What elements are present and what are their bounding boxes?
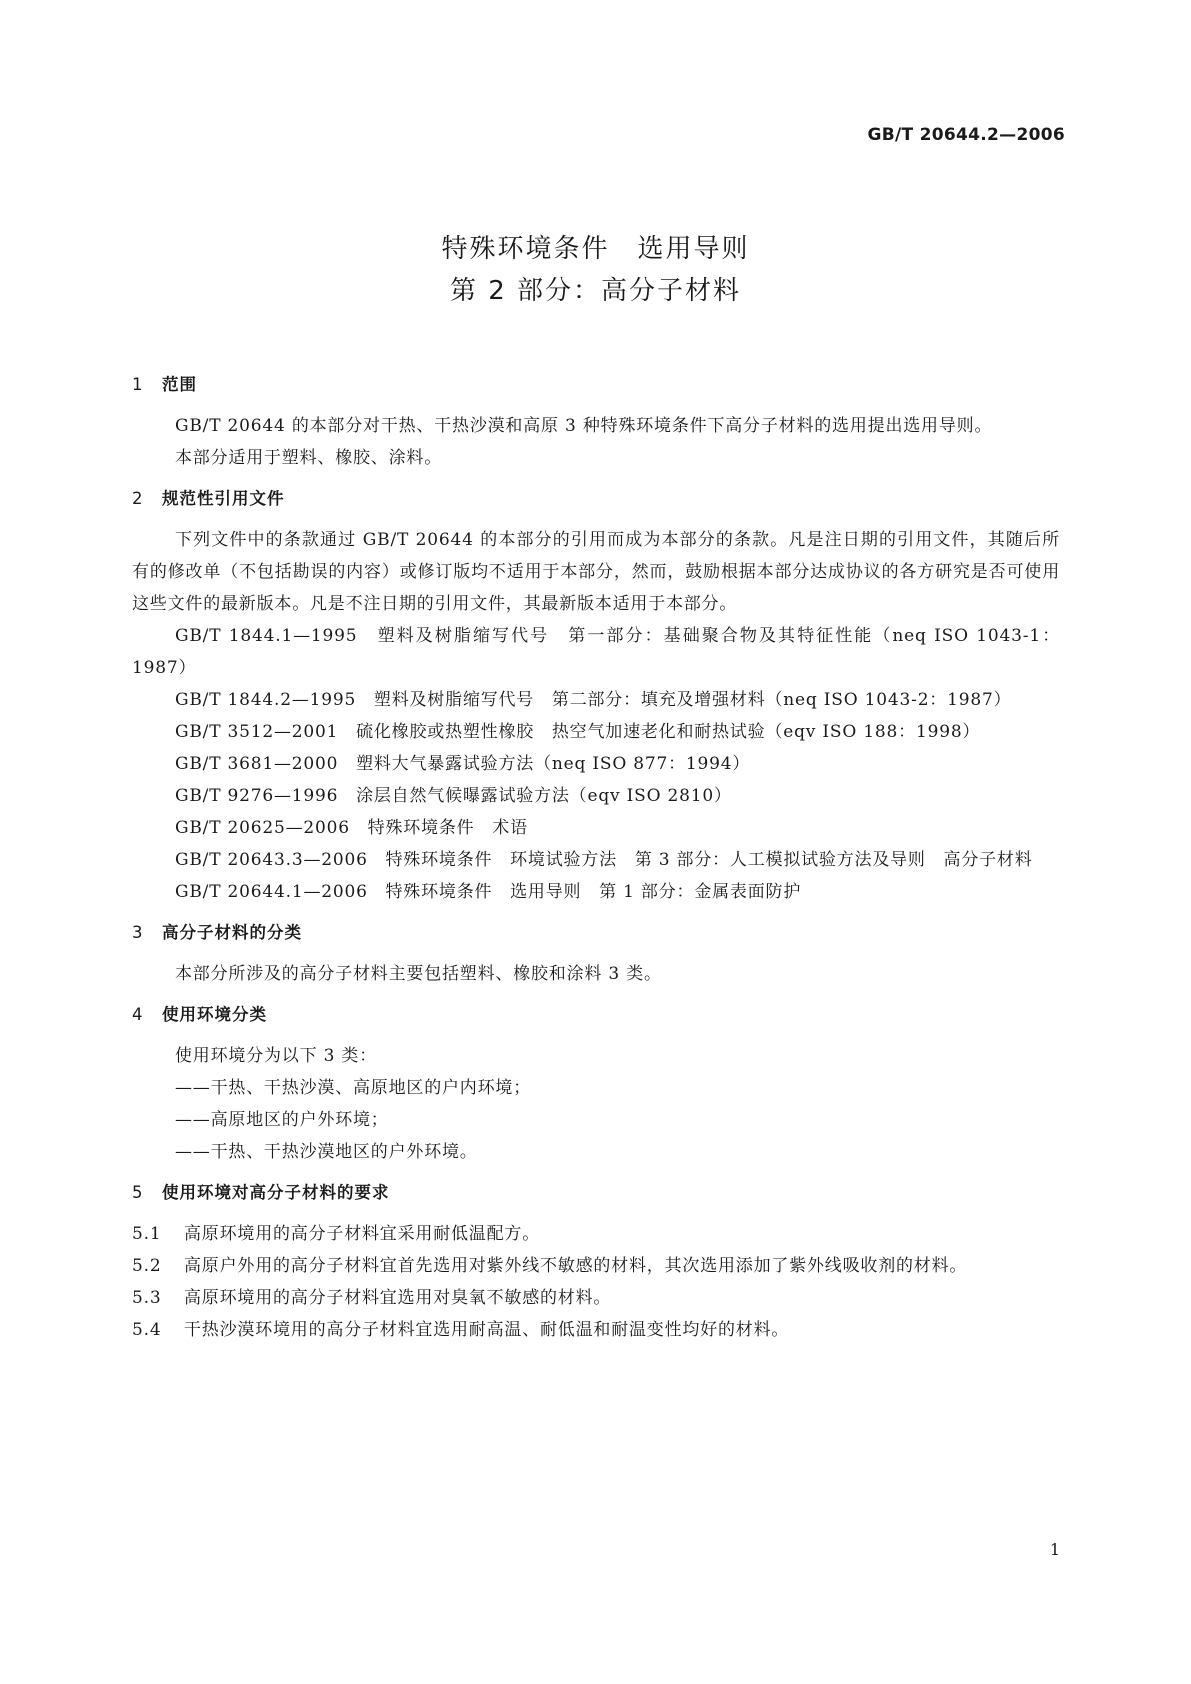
environment-list-item: ——干热、干热沙漠、高原地区的户内环境； (175, 1078, 531, 1098)
reference-item: GB/T 1844.1—1995 塑料及树脂缩写代号 第一部分：基础聚合物及其特征性能（neq ISO 1043-1：1987） (132, 626, 1060, 678)
requirement-clause (132, 1314, 1060, 1346)
section-1-paragraph-1: GB/T 20644 的本部分对干热、干热沙漠和高原 3 种特殊环境条件下高分子材料的选用提出选用导则。 (175, 416, 993, 436)
clause-number: 5.2 (132, 1256, 162, 1276)
environment-list-item: ——干热、干热沙漠地区的户外环境。 (175, 1142, 478, 1162)
requirement-clause (132, 1218, 1060, 1250)
section-title: 规范性引用文件 (162, 489, 285, 508)
section-3-paragraph: 本部分所涉及的高分子材料主要包括塑料、橡胶和涂料 3 类。 (175, 964, 662, 984)
reference-item: GB/T 20644.1—2006 特殊环境条件 选用导则 第 1 部分：金属表面防护 (175, 882, 802, 902)
clause-number: 5.3 (132, 1288, 162, 1308)
clause-number: 5.1 (132, 1224, 162, 1244)
document-body (132, 374, 1060, 1346)
reference-item: GB/T 20625—2006 特殊环境条件 术语 (175, 818, 528, 838)
section-5-heading (132, 1182, 1060, 1204)
section-number: 4 (132, 1005, 144, 1024)
requirement-clause (132, 1250, 1060, 1282)
section-3-heading (132, 922, 1060, 944)
title-line-1: 特殊环境条件 选用导则 (441, 234, 750, 264)
document-title (0, 228, 1191, 312)
section-1-paragraph-2: 本部分适用于塑料、橡胶、涂料。 (175, 448, 442, 468)
section-number: 5 (132, 1183, 144, 1202)
title-line-2: 第 2 部分：高分子材料 (449, 276, 742, 306)
clause-text: 高原环境用的高分子材料宜选用对臭氧不敏感的材料。 (184, 1288, 612, 1308)
reference-item: GB/T 3512—2001 硫化橡胶或热塑性橡胶 热空气加速老化和耐热试验（eqv ISO 188：1998） (175, 722, 981, 742)
section-4-heading (132, 1004, 1060, 1026)
standard-code: GB/T 20644.2—2006 (867, 125, 1065, 145)
section-title: 高分子材料的分类 (162, 923, 302, 942)
section-number: 3 (132, 923, 144, 942)
reference-item: GB/T 1844.2—1995 塑料及树脂缩写代号 第二部分：填充及增强材料（neq ISO 1043-2：1987） (175, 690, 1012, 710)
clause-text: 高原环境用的高分子材料宜采用耐低温配方。 (184, 1224, 540, 1244)
section-2-heading (132, 488, 1060, 510)
section-1-heading (132, 374, 1060, 396)
section-number: 1 (132, 375, 144, 394)
section-2-intro: 下列文件中的条款通过 GB/T 20644 的本部分的引用而成为本部分的条款。凡是注日期的引用文件，其随后所有的修改单（不包括勘误的内容）或修订版均不适用于本部分，然而，鼓励根据本部分达成协议的各方研究是否可使用这些文件的最新版本。凡是不注日期的引用文件，其最新版本适用于本部分。 (132, 530, 1060, 614)
requirement-clause (132, 1282, 1060, 1314)
section-title: 范围 (162, 375, 197, 394)
section-4-intro: 使用环境分为以下 3 类： (175, 1046, 378, 1066)
clause-text: 干热沙漠环境用的高分子材料宜选用耐高温、耐低温和耐温变性均好的材料。 (184, 1320, 790, 1340)
clause-text: 高原户外用的高分子材料宜首先选用对紫外线不敏感的材料，其次选用添加了紫外线吸收剂的材料。 (184, 1256, 968, 1276)
reference-item: GB/T 20643.3—2006 特殊环境条件 环境试验方法 第 3 部分：人工模拟试验方法及导则 高分子材料 (175, 850, 1033, 870)
page-number: 1 (1049, 1540, 1060, 1559)
reference-item: GB/T 3681—2000 塑料大气暴露试验方法（neq ISO 877：1994） (175, 754, 751, 774)
environment-list-item: ——高原地区的户外环境； (175, 1110, 389, 1130)
clause-number: 5.4 (132, 1320, 162, 1340)
section-number: 2 (132, 489, 144, 508)
section-title: 使用环境对高分子材料的要求 (162, 1183, 390, 1202)
reference-item: GB/T 9276—1996 涂层自然气候曝露试验方法（eqv ISO 2810） (175, 786, 732, 806)
section-title: 使用环境分类 (162, 1005, 267, 1024)
